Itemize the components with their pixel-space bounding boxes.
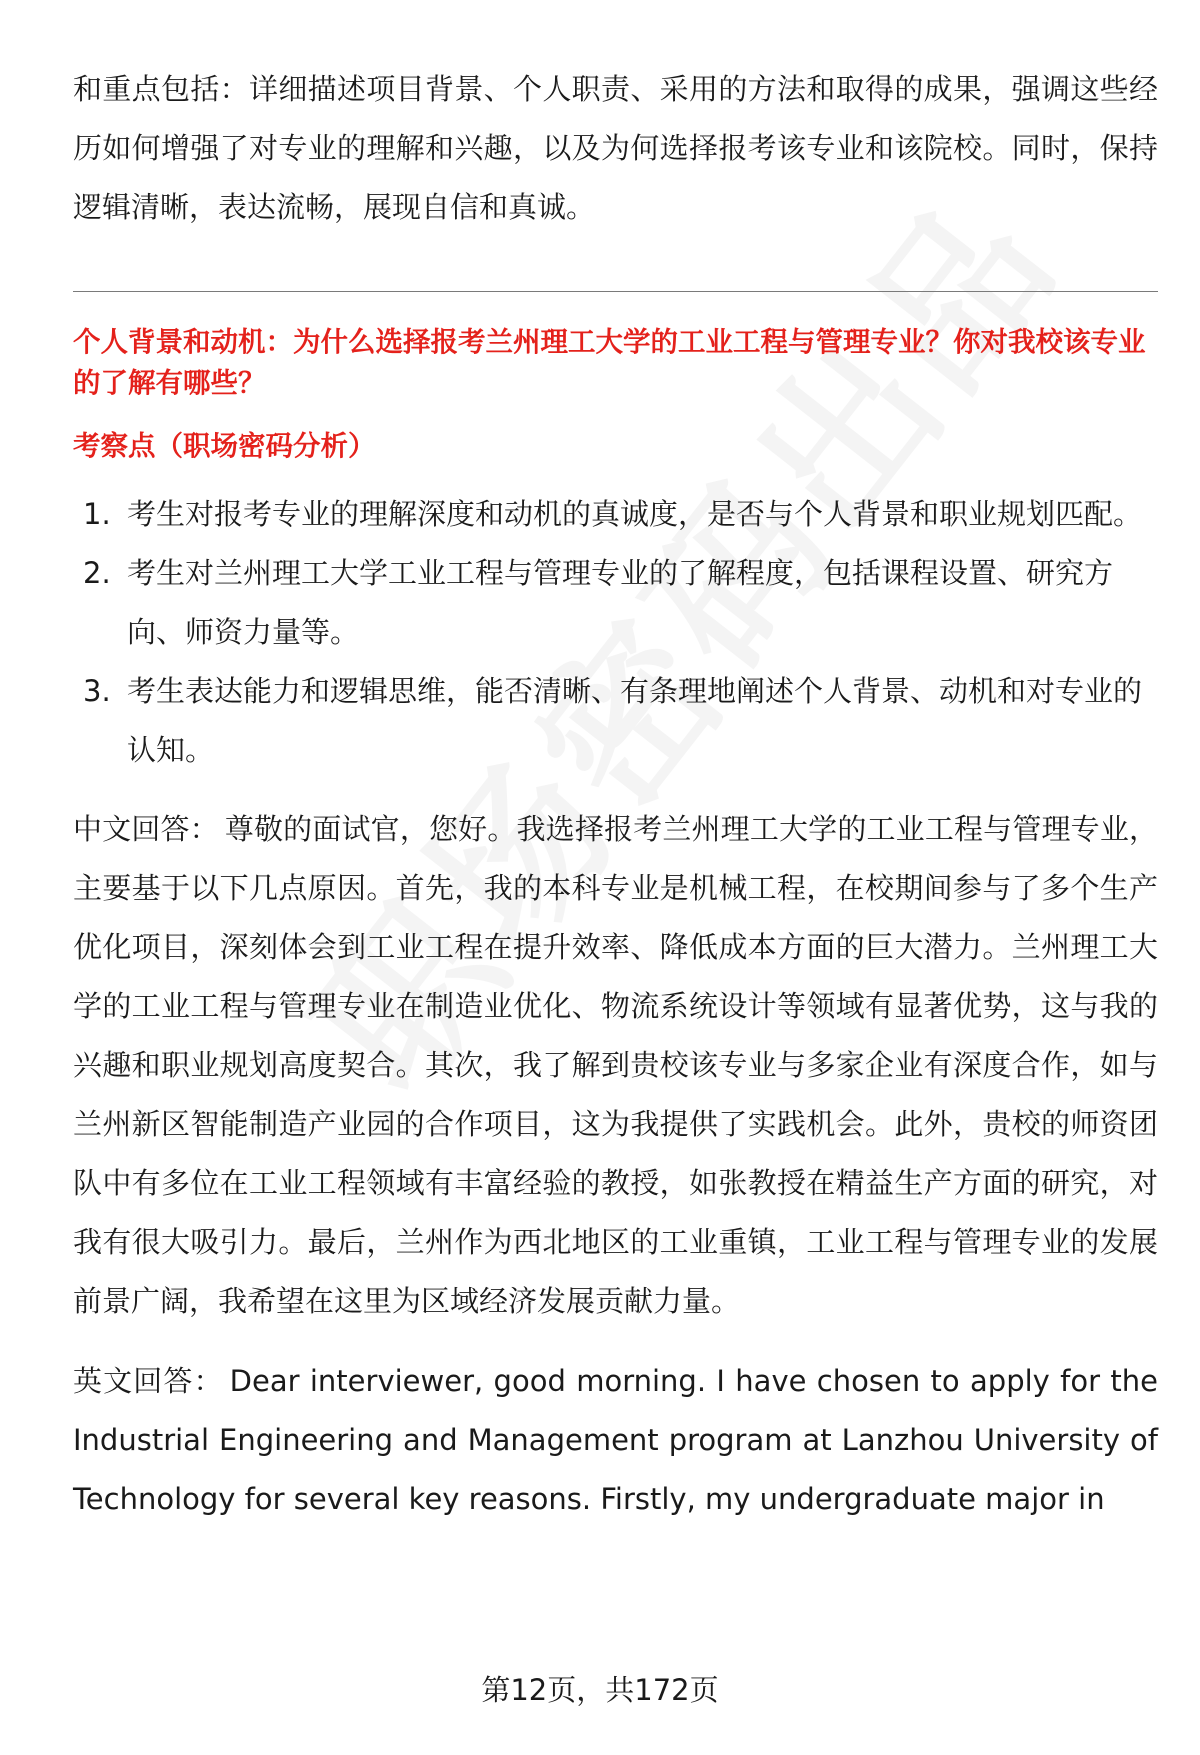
question-title: 个人背景和动机：为什么选择报考兰州理工大学的工业工程与管理专业？你对我校该专业的了解有哪些？ bbox=[73, 326, 1146, 399]
list-item-text: 考生对报考专业的理解深度和动机的真诚度，是否与个人背景和职业规划匹配。 bbox=[127, 497, 1143, 531]
chinese-answer-text: 尊敬的面试官，您好。我选择报考兰州理工大学的工业工程与管理专业，主要基于以下几点原因。首先，我的本科专业是机械工程，在校期间参与了多个生产优化项目，深刻体会到工业工程在提升效率、降低成本方面的巨大潜力。兰州理工大学的工业工程与管理专业在制造业优化、物流系统设计等领域有显著优势，这与我的兴趣和职业规划高度契合。其次，我了解到贵校该专业与多家企业有深度合作，如与兰州新区智能制造产业园的合作项目，这为我提供了实践机会。此外，贵校的师资团队中有多位在工业工程领域有丰富经验的教授，如张教授在精益生产方面的研究，对我有很大吸引力。最后，兰州作为西北地区的工业重镇，工业工程与管理专业的发展前景广阔，我希望在这里为区域经济发展贡献力量。 bbox=[73, 812, 1158, 1318]
points-heading: 考察点（职场密码分析） bbox=[73, 430, 376, 462]
list-item bbox=[73, 485, 1158, 544]
list-item bbox=[73, 544, 1158, 662]
list-item bbox=[73, 662, 1158, 780]
list-item-text: 考生表达能力和逻辑思维，能否清晰、有条理地阐述个人背景、动机和对专业的认知。 bbox=[127, 674, 1143, 767]
points-list bbox=[73, 485, 1158, 780]
page-number: 第12页，共172页 bbox=[481, 1673, 719, 1707]
document-page bbox=[73, 60, 1158, 1529]
list-item-number: 2. bbox=[83, 556, 111, 590]
section-divider bbox=[73, 291, 1158, 292]
list-item-text: 考生对兰州理工大学工业工程与管理专业的了解程度，包括课程设置、研究方向、师资力量等。 bbox=[127, 556, 1114, 649]
english-answer bbox=[73, 1352, 1158, 1529]
list-item-number: 1. bbox=[83, 497, 111, 531]
list-item-number: 3. bbox=[83, 674, 111, 708]
english-answer-label: 英文回答： bbox=[73, 1364, 224, 1398]
intro-paragraph: 和重点包括：详细描述项目背景、个人职责、采用的方法和取得的成果，强调这些经历如何增强了对专业的理解和兴趣，以及为何选择报考该专业和该院校。同时，保持逻辑清晰，表达流畅，展现自信和真诚。 bbox=[73, 72, 1158, 224]
english-answer-text: Dear interviewer, good morning. I have chosen to apply for the Industrial Engineering and Management program at Lanzhou University of Technology for several key reasons. Firstly, my undergraduate major in bbox=[73, 1364, 1158, 1516]
chinese-answer bbox=[73, 800, 1158, 1331]
chinese-answer-label: 中文回答： bbox=[73, 812, 219, 846]
